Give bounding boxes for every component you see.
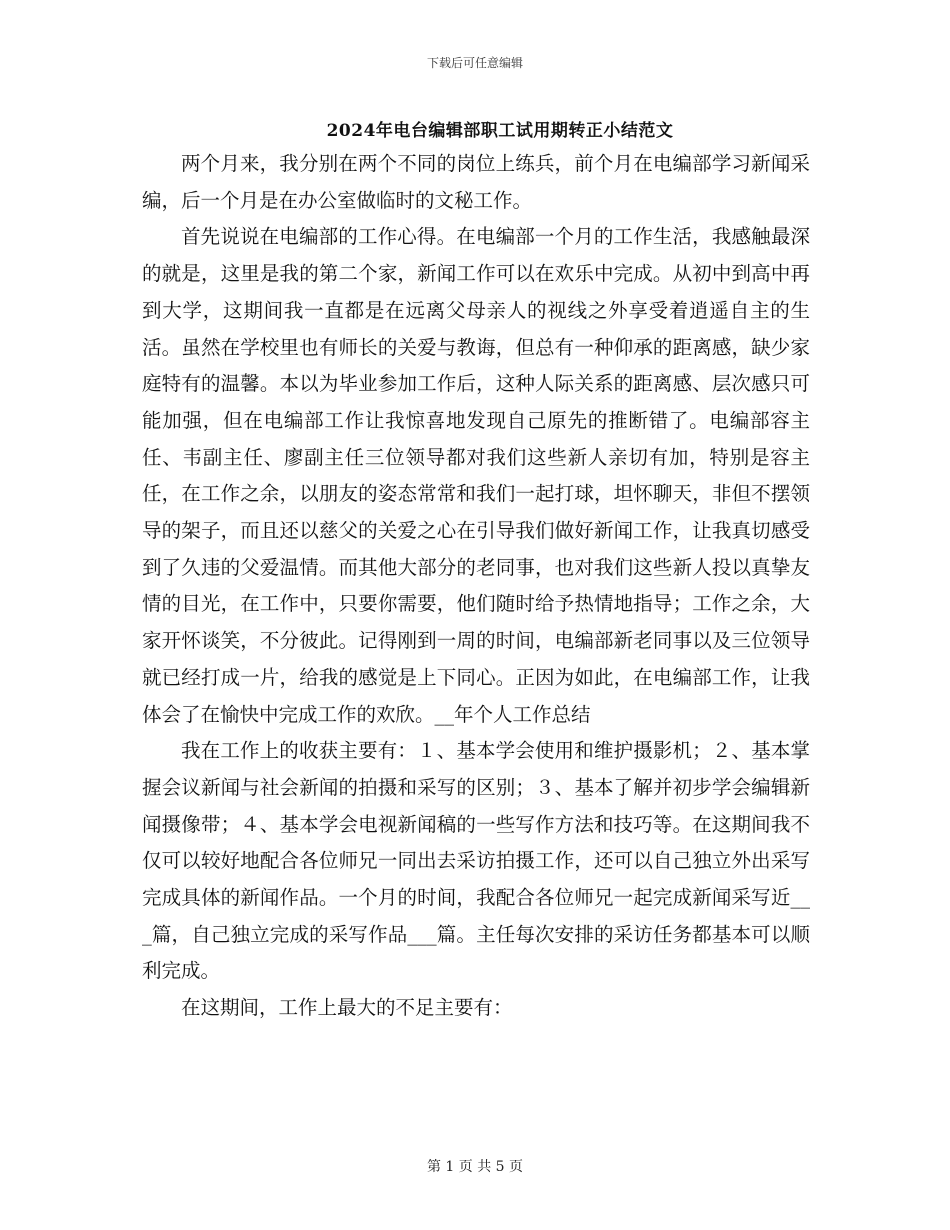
- paragraph: 首先说说在电编部的工作心得。在电编部一个月的工作生活，我感触最深的就是，这里是我的第二个家，新闻工作可以在欢乐中完成。从初中到高中再到大学，这期间我一直都是在远离父母亲人的视线之外享受着逍遥自主的生活。虽然在学校里也有师长的关爱与教诲，但总有一种仰承的距离感，缺少家庭特有的温馨。本以为毕业参加工作后，这种人际关系的距离感、层次感只可能加强，但在电编部工作让我惊喜地发现自己原先的推断错了。电编部容主任、韦副主任、廖副主任三位领导都对我们这些新人亲切有加，特别是容主任，在工作之余，以朋友的姿态常常和我们一起打球，坦怀聊天，非但不摆领导的架子，而且还以慈父的关爱之心在引导我们做好新闻工作，让我真切感受到了久违的父爱温情。而其他大部分的老同事，也对我们这些新人投以真挚友情的目光，在工作中，只要你需要，他们随时给予热情地指导；工作之余，大家开怀谈笑，不分彼此。记得刚到一周的时间，电编部新老同事以及三位领导就已经打成一片，给我的感觉是上下同心。正因为如此，在电编部工作，让我体会了在愉快中完成工作的欢欣。__年个人工作总结: [142, 225, 810, 726]
- document-body: [142, 146, 810, 1027]
- paragraph: 两个月来，我分别在两个不同的岗位上练兵，前个月在电编部学习新闻采编，后一个月是在办公室做临时的文秘工作。: [142, 152, 810, 212]
- page-footer: 第 1 页 共 5 页: [426, 1159, 524, 1175]
- paragraph: 在这期间，工作上最大的不足主要有：: [181, 996, 513, 1020]
- paragraph: 我在工作上的收获主要有：１、基本学会使用和维护摄影机；２、基本掌握会议新闻与社会新闻的拍摄和采写的区别；３、基本了解并初步学会编辑新闻摄像带；４、基本学会电视新闻稿的一些写作方法和技巧等。在这期间我不仅可以较好地配合各位师兄一同出去采访拍摄工作，还可以自己独立外出采写完成具体的新闻作品。一个月的时间，我配合各位师兄一起完成新闻采写近___篇，自己独立完成的采写作品___篇。主任每次安排的采访任务都基本可以顺利完成。: [142, 739, 810, 983]
- document-title: 2024年电台编辑部职工试用期转正小结范文: [326, 121, 674, 141]
- header-note: 下载后可任意编辑: [426, 56, 523, 70]
